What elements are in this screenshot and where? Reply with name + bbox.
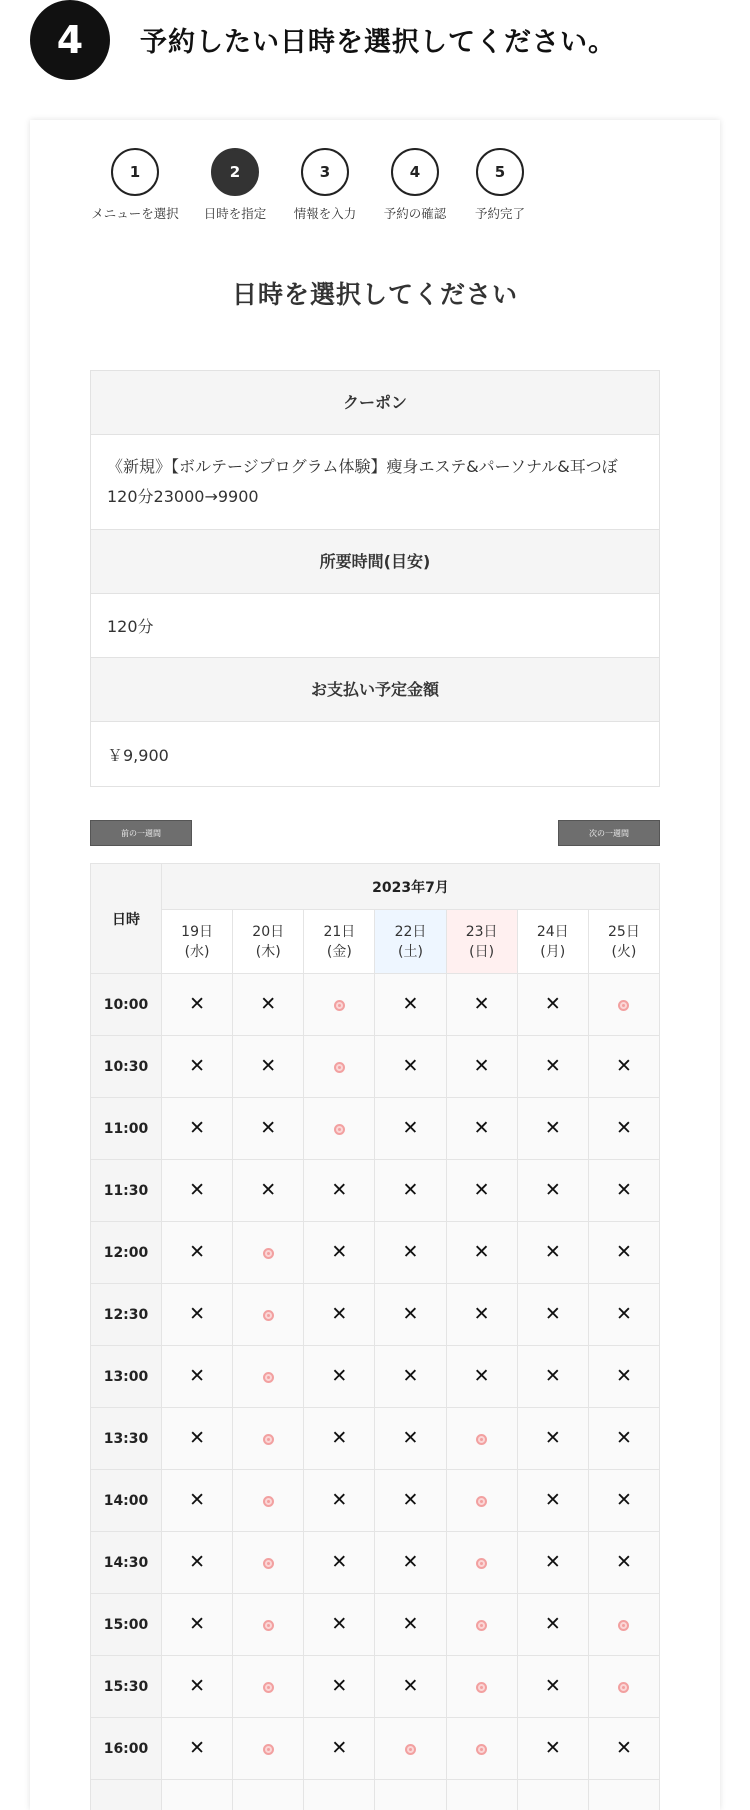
available-circle-icon <box>334 1062 345 1073</box>
slot-available[interactable] <box>446 1532 517 1594</box>
slot-empty <box>588 1780 659 1810</box>
slot-unavailable <box>375 1594 446 1656</box>
day-date: 24日 <box>536 923 569 940</box>
slot-available[interactable] <box>588 1594 659 1656</box>
available-circle-icon <box>263 1558 274 1569</box>
step-5 <box>445 148 555 222</box>
unavailable-x-icon: ✕ <box>189 1241 206 1263</box>
slot-unavailable <box>517 1408 588 1470</box>
slot-unavailable <box>304 1222 375 1284</box>
slot-available[interactable] <box>446 1408 517 1470</box>
progress-steps <box>30 148 720 228</box>
slot-unavailable <box>162 974 233 1036</box>
slot-empty <box>233 1780 304 1810</box>
available-circle-icon <box>476 1744 487 1755</box>
slot-unavailable <box>162 1470 233 1532</box>
calendar-month: 2023年7月 <box>162 864 660 910</box>
unavailable-x-icon: ✕ <box>544 1303 561 1325</box>
slot-unavailable <box>375 1408 446 1470</box>
time-label: 10:00 <box>91 974 162 1036</box>
duration-heading: 所要時間(目安) <box>91 530 659 594</box>
slot-unavailable <box>446 1098 517 1160</box>
slot-unavailable <box>162 1346 233 1408</box>
unavailable-x-icon: ✕ <box>473 1365 490 1387</box>
day-weekday: (土) <box>398 943 423 960</box>
calendar-row <box>91 1346 660 1408</box>
time-label: 14:00 <box>91 1470 162 1532</box>
slot-unavailable <box>588 1098 659 1160</box>
slot-empty <box>517 1780 588 1810</box>
calendar-day-header <box>375 910 446 974</box>
slot-available[interactable] <box>233 1284 304 1346</box>
slot-empty <box>162 1780 233 1810</box>
unavailable-x-icon: ✕ <box>402 993 419 1015</box>
unavailable-x-icon: ✕ <box>615 1179 632 1201</box>
slot-unavailable <box>233 1036 304 1098</box>
time-label: 13:00 <box>91 1346 162 1408</box>
slot-unavailable <box>162 1718 233 1780</box>
day-weekday: (金) <box>326 943 352 960</box>
calendar-day-header <box>304 910 375 974</box>
available-circle-icon <box>263 1620 274 1631</box>
unavailable-x-icon: ✕ <box>544 1675 561 1697</box>
calendar-day-header <box>588 910 659 974</box>
slot-unavailable <box>517 1160 588 1222</box>
unavailable-x-icon: ✕ <box>260 1055 277 1077</box>
available-circle-icon <box>263 1372 274 1383</box>
time-label: 12:00 <box>91 1222 162 1284</box>
slot-unavailable <box>517 1532 588 1594</box>
day-weekday: (火) <box>611 943 637 960</box>
slot-unavailable <box>233 1098 304 1160</box>
slot-unavailable <box>588 1346 659 1408</box>
slot-unavailable <box>375 1532 446 1594</box>
slot-unavailable <box>517 1222 588 1284</box>
calendar-row <box>91 1284 660 1346</box>
time-label: 11:30 <box>91 1160 162 1222</box>
slot-unavailable <box>588 1532 659 1594</box>
unavailable-x-icon: ✕ <box>331 1303 348 1325</box>
day-weekday: (木) <box>255 943 281 960</box>
unavailable-x-icon: ✕ <box>544 1427 561 1449</box>
slot-available[interactable] <box>446 1594 517 1656</box>
step-label: 予約完了 <box>474 206 525 221</box>
day-date: 20日 <box>252 923 285 940</box>
slot-available[interactable] <box>446 1470 517 1532</box>
slot-unavailable <box>304 1656 375 1718</box>
day-date: 25日 <box>608 923 640 940</box>
available-circle-icon <box>618 1000 629 1011</box>
slot-available[interactable] <box>375 1718 446 1780</box>
unavailable-x-icon: ✕ <box>544 1055 561 1077</box>
unavailable-x-icon: ✕ <box>544 1613 561 1635</box>
unavailable-x-icon: ✕ <box>402 1427 419 1449</box>
slot-unavailable <box>304 1284 375 1346</box>
price-value: ￥9,900 <box>91 722 659 786</box>
slot-unavailable <box>162 1656 233 1718</box>
unavailable-x-icon: ✕ <box>189 1551 206 1573</box>
slot-unavailable <box>517 1284 588 1346</box>
available-circle-icon <box>476 1620 487 1631</box>
step-number: 3 <box>301 148 349 196</box>
available-circle-icon <box>263 1248 274 1259</box>
step-label: 予約の確認 <box>383 206 447 221</box>
slot-unavailable <box>588 1408 659 1470</box>
available-circle-icon <box>618 1620 629 1631</box>
time-label: 10:30 <box>91 1036 162 1098</box>
slot-unavailable <box>517 1098 588 1160</box>
slot-unavailable <box>233 1160 304 1222</box>
day-weekday: (日) <box>469 943 495 960</box>
unavailable-x-icon: ✕ <box>331 1427 348 1449</box>
page-header <box>0 0 750 100</box>
slot-available[interactable] <box>233 1408 304 1470</box>
unavailable-x-icon: ✕ <box>189 1303 206 1325</box>
unavailable-x-icon: ✕ <box>189 1489 206 1511</box>
calendar-day-header <box>233 910 304 974</box>
unavailable-x-icon: ✕ <box>189 1365 206 1387</box>
unavailable-x-icon: ✕ <box>402 1551 419 1573</box>
reservation-card <box>30 120 720 1810</box>
unavailable-x-icon: ✕ <box>544 1241 561 1263</box>
slot-unavailable <box>446 1222 517 1284</box>
unavailable-x-icon: ✕ <box>189 1055 206 1077</box>
calendar-row <box>91 1470 660 1532</box>
unavailable-x-icon: ✕ <box>189 1179 206 1201</box>
slot-unavailable <box>375 1470 446 1532</box>
duration-value: 120分 <box>91 594 659 658</box>
price-heading: お支払い予定金額 <box>91 658 659 722</box>
slot-unavailable <box>375 974 446 1036</box>
calendar-day-header <box>162 910 233 974</box>
calendar-row <box>91 1222 660 1284</box>
available-circle-icon <box>263 1310 274 1321</box>
slot-available[interactable] <box>233 1532 304 1594</box>
day-date: 19日 <box>181 923 213 940</box>
slot-available[interactable] <box>233 1222 304 1284</box>
step-label: メニューを選択 <box>91 206 179 221</box>
unavailable-x-icon: ✕ <box>473 1179 490 1201</box>
unavailable-x-icon: ✕ <box>331 1675 348 1697</box>
time-label: 15:30 <box>91 1656 162 1718</box>
unavailable-x-icon: ✕ <box>402 1055 419 1077</box>
slot-unavailable <box>375 1284 446 1346</box>
day-date: 23日 <box>465 923 498 940</box>
available-circle-icon <box>618 1682 629 1693</box>
slot-unavailable <box>517 1656 588 1718</box>
calendar-row <box>91 1098 660 1160</box>
slot-available[interactable] <box>304 1036 375 1098</box>
unavailable-x-icon: ✕ <box>402 1117 419 1139</box>
calendar-row <box>91 1532 660 1594</box>
slot-unavailable <box>588 1284 659 1346</box>
unavailable-x-icon: ✕ <box>189 1427 206 1449</box>
slot-unavailable <box>375 1222 446 1284</box>
unavailable-x-icon: ✕ <box>544 1489 561 1511</box>
slot-empty <box>446 1780 517 1810</box>
slot-unavailable <box>588 1222 659 1284</box>
slot-unavailable <box>162 1284 233 1346</box>
unavailable-x-icon: ✕ <box>331 1551 348 1573</box>
slot-unavailable <box>233 974 304 1036</box>
slot-available[interactable] <box>233 1656 304 1718</box>
unavailable-x-icon: ✕ <box>260 1179 277 1201</box>
slot-unavailable <box>446 974 517 1036</box>
unavailable-x-icon: ✕ <box>544 1179 561 1201</box>
slot-unavailable <box>375 1160 446 1222</box>
step-number: 4 <box>391 148 439 196</box>
unavailable-x-icon: ✕ <box>331 1489 348 1511</box>
unavailable-x-icon: ✕ <box>402 1241 419 1263</box>
slot-unavailable <box>588 1036 659 1098</box>
slot-unavailable <box>517 1036 588 1098</box>
unavailable-x-icon: ✕ <box>615 1427 632 1449</box>
available-circle-icon <box>476 1558 487 1569</box>
time-label: 12:30 <box>91 1284 162 1346</box>
slot-empty <box>304 1780 375 1810</box>
slot-unavailable <box>304 1408 375 1470</box>
slot-unavailable <box>304 1718 375 1780</box>
unavailable-x-icon: ✕ <box>402 1365 419 1387</box>
slot-unavailable <box>517 1470 588 1532</box>
unavailable-x-icon: ✕ <box>615 1365 632 1387</box>
calendar-row <box>91 974 660 1036</box>
day-date: 22日 <box>394 923 427 940</box>
unavailable-x-icon: ✕ <box>544 1117 561 1139</box>
slot-unavailable <box>162 1160 233 1222</box>
slot-unavailable <box>446 1284 517 1346</box>
slot-unavailable <box>517 1346 588 1408</box>
slot-unavailable <box>304 1346 375 1408</box>
next-week-button[interactable]: 次の一週間 <box>558 820 660 846</box>
step-number: 1 <box>111 148 159 196</box>
slot-unavailable <box>588 1470 659 1532</box>
availability-calendar <box>90 863 660 1810</box>
unavailable-x-icon: ✕ <box>473 1241 490 1263</box>
calendar-row <box>91 1036 660 1098</box>
calendar-day-header <box>446 910 517 974</box>
time-label: 14:30 <box>91 1532 162 1594</box>
unavailable-x-icon: ✕ <box>473 1055 490 1077</box>
step-label: 日時を指定 <box>203 206 267 221</box>
unavailable-x-icon: ✕ <box>189 1737 206 1759</box>
slot-unavailable <box>517 974 588 1036</box>
unavailable-x-icon: ✕ <box>402 1179 419 1201</box>
slot-unavailable <box>375 1098 446 1160</box>
unavailable-x-icon: ✕ <box>615 1117 632 1139</box>
time-label: 13:30 <box>91 1408 162 1470</box>
unavailable-x-icon: ✕ <box>615 1551 632 1573</box>
slot-available[interactable] <box>588 974 659 1036</box>
time-label <box>91 1780 162 1810</box>
day-weekday: (月) <box>540 943 566 960</box>
unavailable-x-icon: ✕ <box>402 1489 419 1511</box>
slot-unavailable <box>304 1532 375 1594</box>
unavailable-x-icon: ✕ <box>331 1179 348 1201</box>
day-date: 21日 <box>323 923 356 940</box>
calendar-row <box>91 1408 660 1470</box>
time-label: 11:00 <box>91 1098 162 1160</box>
slot-available[interactable] <box>304 974 375 1036</box>
slot-unavailable <box>162 1222 233 1284</box>
coupon-heading: クーポン <box>91 371 659 435</box>
available-circle-icon <box>263 1744 274 1755</box>
slot-unavailable <box>162 1532 233 1594</box>
slot-available[interactable] <box>446 1656 517 1718</box>
unavailable-x-icon: ✕ <box>260 1117 277 1139</box>
slot-unavailable <box>162 1098 233 1160</box>
slot-available[interactable] <box>233 1594 304 1656</box>
slot-unavailable <box>446 1036 517 1098</box>
slot-unavailable <box>375 1346 446 1408</box>
section-step-badge: 4 <box>30 0 110 80</box>
unavailable-x-icon: ✕ <box>331 1365 348 1387</box>
calendar-row <box>91 1780 660 1810</box>
unavailable-x-icon: ✕ <box>331 1241 348 1263</box>
slot-unavailable <box>588 1160 659 1222</box>
unavailable-x-icon: ✕ <box>544 993 561 1015</box>
reservation-info-table <box>90 370 660 787</box>
slot-unavailable <box>304 1594 375 1656</box>
available-circle-icon <box>263 1434 274 1445</box>
unavailable-x-icon: ✕ <box>615 1303 632 1325</box>
available-circle-icon <box>476 1682 487 1693</box>
slot-unavailable <box>304 1160 375 1222</box>
unavailable-x-icon: ✕ <box>544 1737 561 1759</box>
coupon-value: 《新規》【ボルテージプログラム体験】瘦身エステ&パーソナル&耳つぼ 120分23000→9900 <box>91 435 659 530</box>
unavailable-x-icon: ✕ <box>544 1551 561 1573</box>
available-circle-icon <box>334 1124 345 1135</box>
available-circle-icon <box>476 1496 487 1507</box>
unavailable-x-icon: ✕ <box>189 1613 206 1635</box>
available-circle-icon <box>263 1496 274 1507</box>
card-title: 日時を選択してください <box>231 280 518 309</box>
slot-available[interactable] <box>233 1346 304 1408</box>
calendar-day-header <box>517 910 588 974</box>
slot-unavailable <box>446 1346 517 1408</box>
available-circle-icon <box>476 1434 487 1445</box>
available-circle-icon <box>334 1000 345 1011</box>
unavailable-x-icon: ✕ <box>544 1365 561 1387</box>
unavailable-x-icon: ✕ <box>402 1675 419 1697</box>
slot-unavailable <box>162 1594 233 1656</box>
slot-available[interactable] <box>304 1098 375 1160</box>
step-number: 5 <box>476 148 524 196</box>
calendar-row <box>91 1718 660 1780</box>
time-label: 15:00 <box>91 1594 162 1656</box>
unavailable-x-icon: ✕ <box>189 1675 206 1697</box>
time-label: 16:00 <box>91 1718 162 1780</box>
slot-available[interactable] <box>233 1470 304 1532</box>
slot-unavailable <box>375 1036 446 1098</box>
unavailable-x-icon: ✕ <box>260 993 277 1015</box>
slot-available[interactable] <box>588 1656 659 1718</box>
available-circle-icon <box>405 1744 416 1755</box>
slot-unavailable <box>588 1718 659 1780</box>
calendar-row <box>91 1160 660 1222</box>
unavailable-x-icon: ✕ <box>615 1241 632 1263</box>
unavailable-x-icon: ✕ <box>473 1303 490 1325</box>
slot-unavailable <box>162 1036 233 1098</box>
step-label: 情報を入力 <box>293 206 357 221</box>
section-title: 予約したい日時を選択してください。 <box>140 27 616 58</box>
calendar-row <box>91 1656 660 1718</box>
unavailable-x-icon: ✕ <box>615 1737 632 1759</box>
slot-unavailable <box>304 1470 375 1532</box>
unavailable-x-icon: ✕ <box>189 993 206 1015</box>
calendar-corner-label: 日時 <box>91 864 162 974</box>
unavailable-x-icon: ✕ <box>189 1117 206 1139</box>
slot-unavailable <box>162 1408 233 1470</box>
step-1 <box>80 148 190 222</box>
slot-unavailable <box>375 1656 446 1718</box>
unavailable-x-icon: ✕ <box>402 1303 419 1325</box>
unavailable-x-icon: ✕ <box>331 1613 348 1635</box>
step-number: 2 <box>211 148 259 196</box>
unavailable-x-icon: ✕ <box>473 993 490 1015</box>
slot-unavailable <box>517 1594 588 1656</box>
slot-available[interactable] <box>233 1718 304 1780</box>
unavailable-x-icon: ✕ <box>402 1613 419 1635</box>
unavailable-x-icon: ✕ <box>615 1055 632 1077</box>
prev-week-button[interactable]: 前の一週間 <box>90 820 192 846</box>
day-weekday: (水) <box>184 943 210 960</box>
slot-unavailable <box>517 1718 588 1780</box>
unavailable-x-icon: ✕ <box>331 1737 348 1759</box>
slot-empty <box>375 1780 446 1810</box>
available-circle-icon <box>263 1682 274 1693</box>
unavailable-x-icon: ✕ <box>615 1489 632 1511</box>
unavailable-x-icon: ✕ <box>473 1117 490 1139</box>
slot-available[interactable] <box>446 1718 517 1780</box>
calendar-row <box>91 1594 660 1656</box>
slot-unavailable <box>446 1160 517 1222</box>
